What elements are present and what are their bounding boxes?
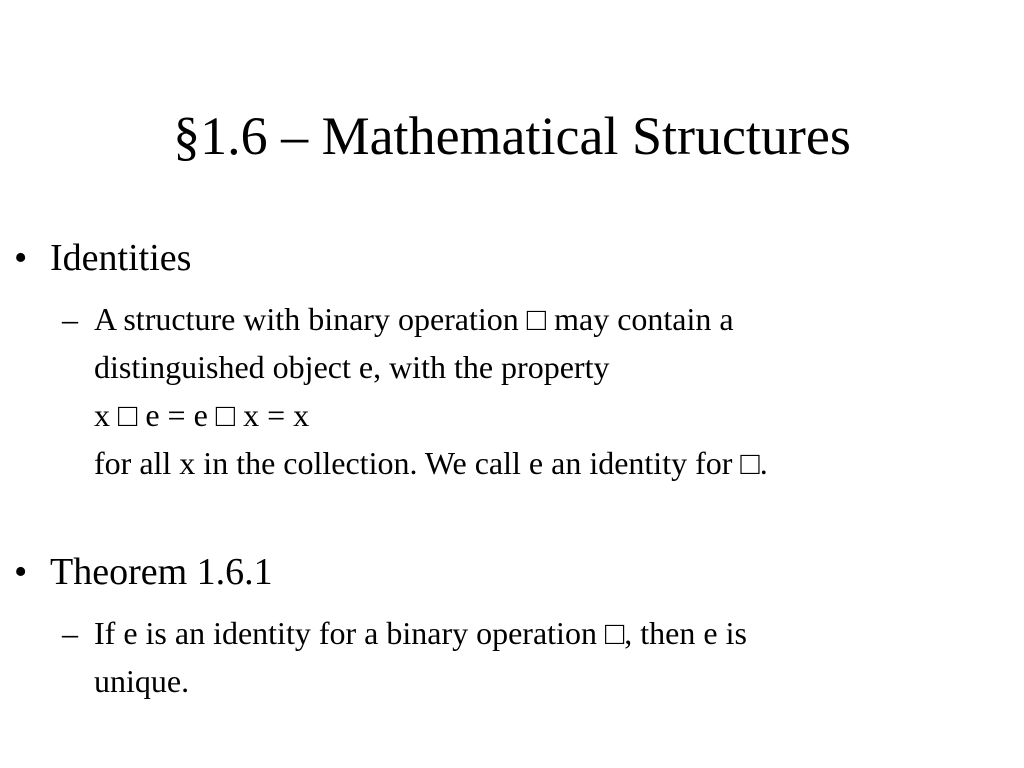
definition-line-2: distinguished object e, with the property [94,349,610,385]
theorem-line-2: unique. [94,663,190,699]
identity-definition [62,295,768,487]
sub-bullet-dash: – [62,615,78,651]
slide-title: §1.6 – Mathematical Structures [173,106,851,166]
definition-equation: x □ e = e □ x = x [94,397,310,433]
bullet-theorem [14,550,273,594]
sub-bullet-dash: – [62,301,78,337]
bullet-heading: Theorem 1.6.1 [50,551,273,593]
bullet-point: • [14,237,28,279]
bullet-point: • [14,551,28,593]
theorem-statement [62,609,747,705]
definition-line-4: for all x in the collection. We call e an identity for □. [94,445,768,481]
bullet-heading: Identities [50,237,192,279]
bullet-identities [14,236,191,280]
definition-line-1: A structure with binary operation □ may contain a [94,301,734,337]
theorem-line-1: If e is an identity for a binary operation □, then e is [94,615,747,651]
